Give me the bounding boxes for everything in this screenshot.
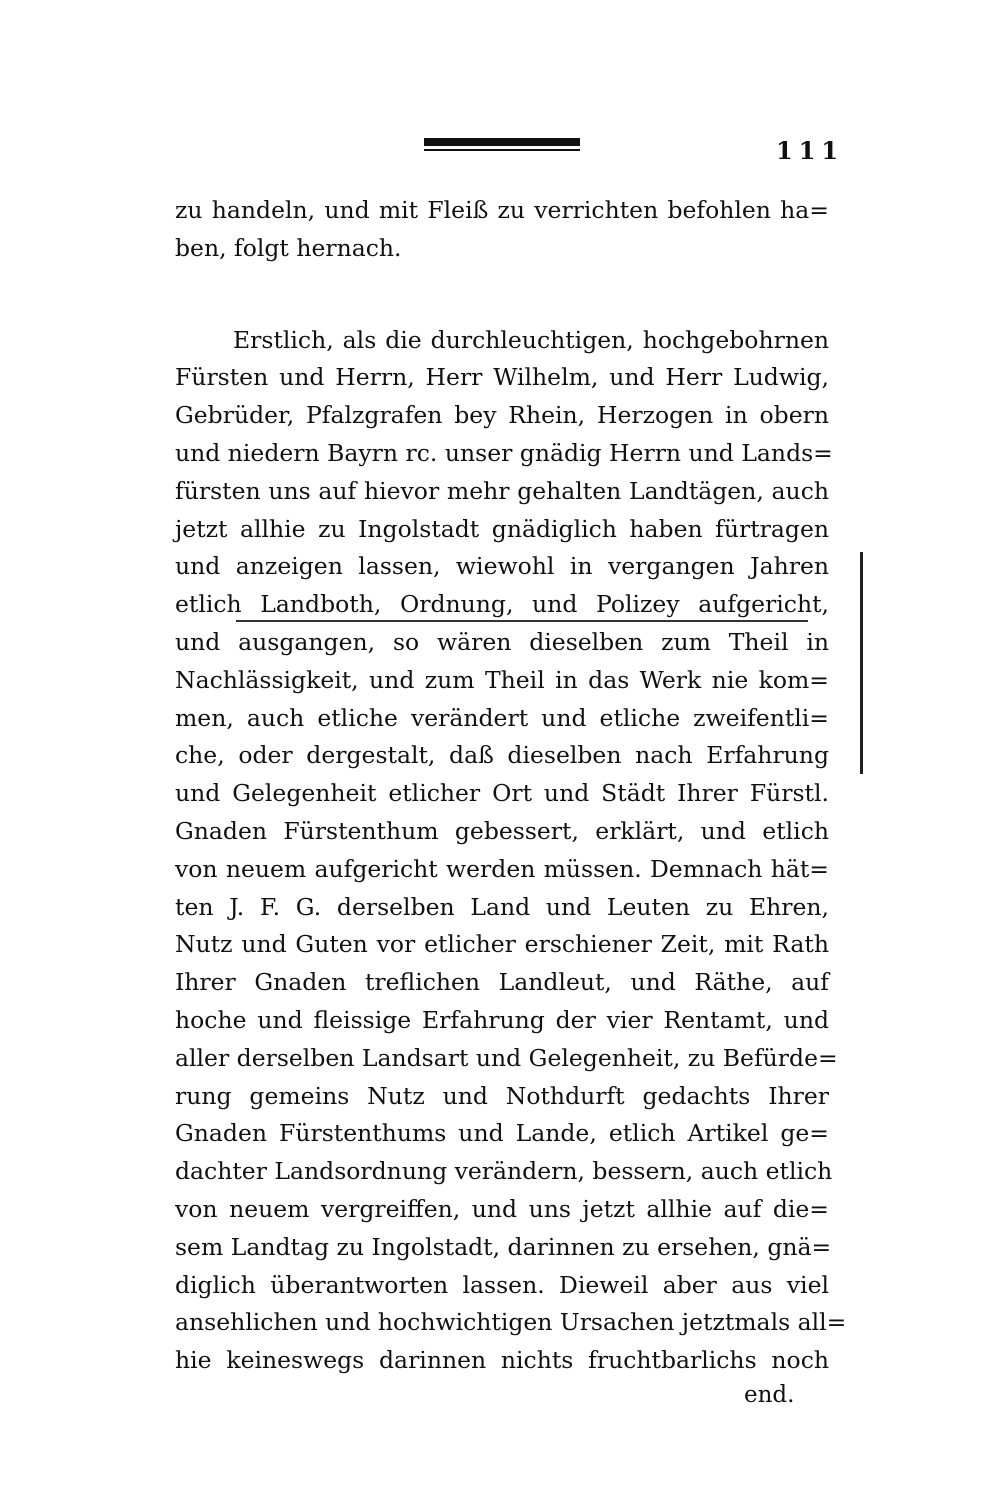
text-line: rung gemeins Nutz und Nothdurft gedachts Ihrer bbox=[175, 1081, 829, 1110]
text-line: und niedern Bayrn rc. unser gnädig Herrn und Lands= bbox=[175, 438, 833, 467]
header-rule-thick bbox=[424, 138, 580, 146]
paragraph-gap bbox=[175, 268, 829, 322]
text-line: Nutz und Guten vor etlicher erschiener Zeit, mit Rath bbox=[175, 930, 829, 959]
text-line: sem Landtag zu Ingolstadt, darinnen zu ersehen, gnä= bbox=[175, 1232, 832, 1261]
text-line: ten J. F. G. derselben Land und Leuten zu Ehren, bbox=[175, 892, 829, 921]
text-line: aller derselben Landsart und Gelegenheit, zu Befürde= bbox=[175, 1043, 838, 1072]
margin-marking-line bbox=[860, 552, 863, 774]
text-line: Gnaden Fürstenthum gebessert, erklärt, und etlich bbox=[175, 816, 829, 845]
paragraph bbox=[175, 322, 847, 1380]
text-line: Gebrüder, Pfalzgrafen bey Rhein, Herzogen in obern bbox=[175, 401, 829, 430]
body-text bbox=[175, 192, 847, 1380]
text-line: ben, folgt hernach. bbox=[175, 233, 402, 262]
text-line: zu handeln, und mit Fleiß zu verrichten befohlen ha= bbox=[175, 196, 829, 224]
text-line: etlich Landboth, Ordnung, und Polizey aufgericht, bbox=[175, 590, 829, 619]
text-line: hoche und fleissige Erfahrung der vier Rentamt, und bbox=[175, 1005, 829, 1034]
text-line: von neuem vergreiffen, und uns jetzt allhie auf die= bbox=[175, 1194, 829, 1223]
text-line: Nachlässigkeit, und zum Theil in das Werk nie kom= bbox=[175, 665, 829, 694]
text-line: Gnaden Fürstenthums und Lande, etlich Artikel ge= bbox=[175, 1119, 829, 1148]
header-ornament-rule bbox=[424, 138, 580, 152]
text-line: fürsten uns auf hievor mehr gehalten Landtägen, auch bbox=[175, 476, 829, 505]
catchword: end. bbox=[744, 1382, 795, 1408]
header-rule-thin bbox=[424, 149, 580, 151]
text-line: men, auch etliche verändert und etliche zweifentli= bbox=[175, 703, 829, 732]
text-line: ansehlichen und hochwichtigen Ursachen jetztmals all= bbox=[175, 1308, 847, 1337]
text-line: che, oder dergestalt, daß dieselben nach Erfahrung bbox=[175, 741, 829, 770]
text-line: und anzeigen lassen, wiewohl in vergangen Jahren bbox=[175, 552, 829, 581]
page-number: 111 bbox=[776, 136, 845, 165]
paragraph bbox=[175, 192, 829, 268]
text-line: Fürsten und Herrn, Herr Wilhelm, und Herr Ludwig, bbox=[175, 363, 829, 392]
text-line: und Gelegenheit etlicher Ort und Städt Ihrer Fürstl. bbox=[175, 779, 829, 808]
text-line: dachter Landsordnung verändern, bessern, auch etlich bbox=[175, 1157, 833, 1186]
text-line: von neuem aufgericht werden müssen. Demnach hät= bbox=[175, 854, 829, 883]
text-line: jetzt allhie zu Ingolstadt gnädiglich haben fürtragen bbox=[175, 514, 829, 543]
text-line: hie keineswegs darinnen nichts fruchtbarlichs noch bbox=[175, 1346, 829, 1375]
text-line: diglich überantworten lassen. Dieweil aber aus viel bbox=[175, 1270, 829, 1299]
text-line: Ihrer Gnaden treflichen Landleut, und Räthe, auf bbox=[175, 968, 829, 997]
text-line: und ausgangen, so wären dieselben zum Theil in bbox=[175, 627, 829, 656]
text-line: Erstlich, als die durchleuchtigen, hochgebohrnen bbox=[233, 325, 829, 354]
